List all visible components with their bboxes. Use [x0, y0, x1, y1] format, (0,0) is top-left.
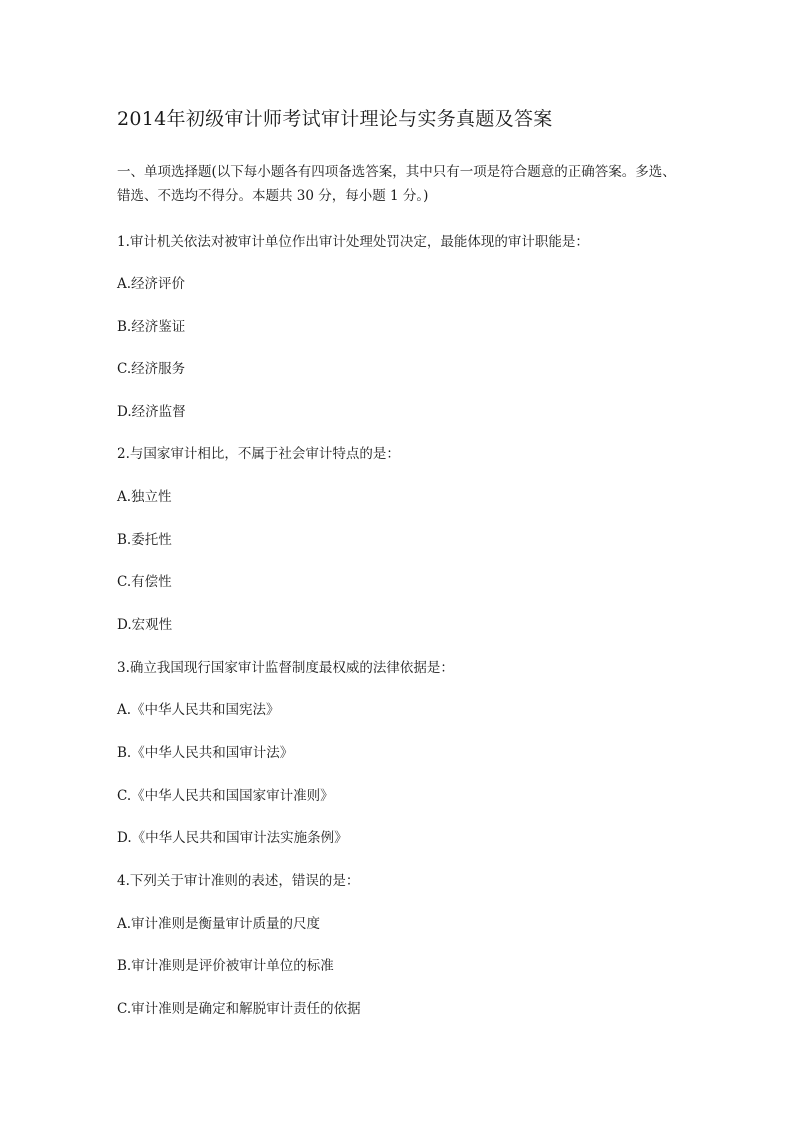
- question-4-option-c: C.审计准则是确定和解脱审计责任的依据: [117, 1001, 361, 1017]
- question-4-stem: 4.下列关于审计准则的表述，错误的是：: [117, 873, 360, 889]
- question-1-option-b: B.经济鉴证: [117, 319, 186, 335]
- question-1-option-c: C.经济服务: [117, 361, 186, 377]
- question-1-option-a: A.经济评价: [117, 276, 186, 292]
- question-1-stem: 1.审计机关依法对被审计单位作出审计处理处罚决定，最能体现的审计职能是：: [117, 234, 589, 250]
- question-2-option-c: C.有偿性: [117, 574, 172, 590]
- document-title: 2014年初级审计师考试审计理论与实务真题及答案: [117, 108, 553, 130]
- question-1-option-d: D.经济监督: [117, 404, 186, 420]
- question-4-option-a: A.审计准则是衡量审计质量的尺度: [117, 916, 321, 932]
- question-2-option-a: A.独立性: [117, 489, 172, 505]
- question-3-option-a: A.《中华人民共和国宪法》: [117, 702, 280, 718]
- question-2-option-b: B.委托性: [117, 532, 172, 548]
- question-4-option-b: B.审计准则是评价被审计单位的标准: [117, 958, 334, 974]
- question-2-stem: 2.与国家审计相比，不属于社会审计特点的是：: [117, 446, 400, 462]
- question-3-option-c: C.《中华人民共和国国家审计准则》: [117, 788, 334, 804]
- question-3-option-b: B.《中华人民共和国审计法》: [117, 745, 294, 761]
- question-2-option-d: D.宏观性: [117, 617, 173, 633]
- section-intro: 一、单项选择题(以下每小题各有四项备选答案，其中只有一项是符合题意的正确答案。多选、错选、不选均不得分。本题共 30 分，每小题 1 分。): [117, 164, 676, 204]
- question-3-option-d: D.《中华人民共和国审计法实施条例》: [117, 830, 348, 846]
- question-3-stem: 3.确立我国现行国家审计监督制度最权威的法律依据是：: [117, 660, 454, 676]
